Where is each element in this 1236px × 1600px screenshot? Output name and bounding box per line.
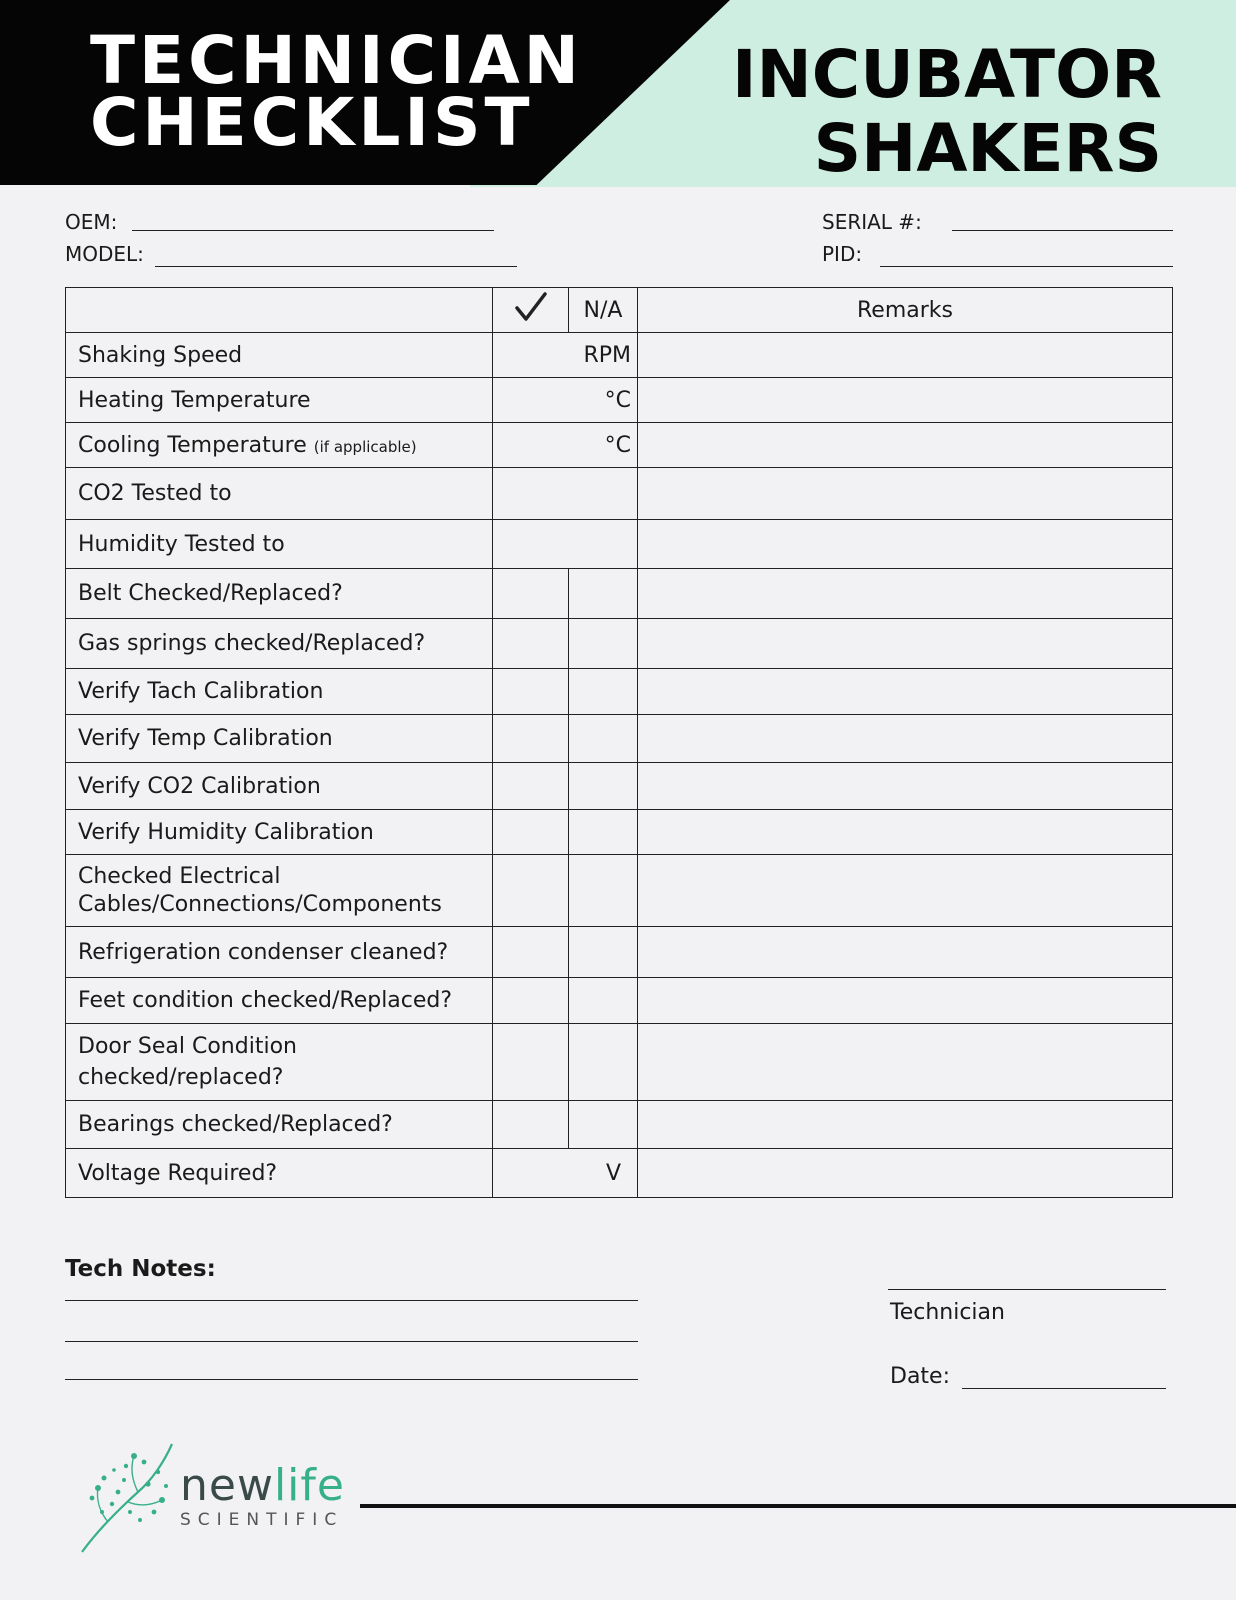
table-row bbox=[66, 763, 1173, 810]
serial-field[interactable] bbox=[952, 230, 1173, 231]
notes-line-3[interactable] bbox=[65, 1379, 638, 1380]
remarks-field[interactable] bbox=[638, 927, 1173, 978]
equipment-title bbox=[732, 38, 1162, 186]
remarks-field[interactable] bbox=[638, 378, 1173, 423]
na-box[interactable] bbox=[569, 763, 638, 810]
leaf-logo-icon bbox=[78, 1440, 178, 1555]
na-box[interactable] bbox=[569, 619, 638, 669]
row-label: Voltage Required? bbox=[66, 1149, 493, 1198]
row-label-cell bbox=[66, 855, 493, 927]
na-box[interactable] bbox=[569, 927, 638, 978]
date-label: Date: bbox=[890, 1364, 950, 1389]
checklist-title bbox=[90, 22, 583, 161]
unit-label: V bbox=[605, 1160, 621, 1186]
check-box[interactable] bbox=[493, 763, 569, 810]
logo-subtitle: SCIENTIFIC bbox=[180, 1510, 344, 1530]
check-box[interactable] bbox=[493, 569, 569, 619]
header-item-cell bbox=[66, 288, 493, 333]
unit-label: RPM bbox=[583, 342, 631, 368]
technician-label: Technician bbox=[890, 1300, 1005, 1325]
footer-rule bbox=[360, 1504, 1236, 1508]
checkmark-icon bbox=[514, 291, 548, 323]
header-remarks: Remarks bbox=[638, 288, 1173, 333]
table-row bbox=[66, 520, 1173, 569]
remarks-field[interactable] bbox=[638, 978, 1173, 1024]
remarks-field[interactable] bbox=[638, 715, 1173, 763]
equipment-line-1: INCUBATOR bbox=[731, 36, 1162, 113]
remarks-field[interactable] bbox=[638, 855, 1173, 927]
row-label-cell bbox=[66, 1024, 493, 1101]
row-label: Cooling Temperature bbox=[78, 432, 307, 458]
table-row bbox=[66, 978, 1173, 1024]
table-row bbox=[66, 378, 1173, 423]
model-label: MODEL: bbox=[65, 242, 144, 266]
remarks-field[interactable] bbox=[638, 1101, 1173, 1149]
unit-label: °C bbox=[604, 387, 631, 413]
header-na: N/A bbox=[569, 288, 638, 333]
row-sublabel: (if applicable) bbox=[313, 437, 417, 456]
row-label: Checked Electrical bbox=[78, 863, 281, 889]
table-row bbox=[66, 423, 1173, 468]
header-check-cell bbox=[493, 288, 569, 333]
logo-wordmark bbox=[180, 1460, 345, 1511]
row-label: Verify Tach Calibration bbox=[66, 669, 493, 715]
check-box[interactable] bbox=[493, 669, 569, 715]
value-field[interactable] bbox=[493, 520, 638, 569]
row-label-cell bbox=[66, 423, 493, 468]
company-logo bbox=[180, 1460, 345, 1530]
table-row bbox=[66, 715, 1173, 763]
remarks-field[interactable] bbox=[638, 333, 1173, 378]
na-box[interactable] bbox=[569, 1101, 638, 1149]
value-field[interactable] bbox=[493, 1149, 638, 1198]
table-row bbox=[66, 1024, 1173, 1101]
check-box[interactable] bbox=[493, 855, 569, 927]
pid-field[interactable] bbox=[880, 266, 1173, 267]
na-box[interactable] bbox=[569, 978, 638, 1024]
remarks-field[interactable] bbox=[638, 569, 1173, 619]
value-field[interactable] bbox=[493, 423, 638, 468]
table-row bbox=[66, 855, 1173, 927]
date-field[interactable] bbox=[962, 1388, 1166, 1389]
row-label: CO2 Tested to bbox=[66, 468, 493, 520]
row-label: Door Seal Condition bbox=[78, 1034, 297, 1059]
table-row bbox=[66, 1101, 1173, 1149]
remarks-field[interactable] bbox=[638, 810, 1173, 855]
unit-label: °C bbox=[604, 432, 631, 458]
row-label: Heating Temperature bbox=[66, 378, 493, 423]
na-box[interactable] bbox=[569, 810, 638, 855]
table-row bbox=[66, 619, 1173, 669]
value-field[interactable] bbox=[493, 333, 638, 378]
row-label-line2: Cables/Connections/Components bbox=[78, 891, 442, 917]
table-row bbox=[66, 1149, 1173, 1198]
row-label: Gas springs checked/Replaced? bbox=[66, 619, 493, 669]
title-line-1: TECHNICIAN bbox=[90, 22, 583, 99]
remarks-field[interactable] bbox=[638, 1024, 1173, 1101]
logo-word-life: life bbox=[273, 1460, 345, 1511]
value-field[interactable] bbox=[493, 378, 638, 423]
logo-word-new: new bbox=[180, 1460, 274, 1511]
row-label-line2: checked/replaced? bbox=[78, 1065, 284, 1090]
serial-label: SERIAL #: bbox=[822, 210, 922, 234]
check-box[interactable] bbox=[493, 927, 569, 978]
check-box[interactable] bbox=[493, 715, 569, 763]
na-box[interactable] bbox=[569, 715, 638, 763]
remarks-field[interactable] bbox=[638, 763, 1173, 810]
technician-signature-line[interactable] bbox=[888, 1289, 1166, 1290]
remarks-field[interactable] bbox=[638, 468, 1173, 520]
remarks-field[interactable] bbox=[638, 1149, 1173, 1198]
table-row bbox=[66, 669, 1173, 715]
table-row bbox=[66, 810, 1173, 855]
na-box[interactable] bbox=[569, 669, 638, 715]
table-row bbox=[66, 569, 1173, 619]
equipment-line-2: SHAKERS bbox=[813, 110, 1162, 187]
oem-label: OEM: bbox=[65, 210, 118, 234]
value-field[interactable] bbox=[493, 468, 638, 520]
row-label: Verify CO2 Calibration bbox=[66, 763, 493, 810]
row-label: Bearings checked/Replaced? bbox=[66, 1101, 493, 1149]
row-label: Belt Checked/Replaced? bbox=[66, 569, 493, 619]
na-box[interactable] bbox=[569, 855, 638, 927]
notes-line-1[interactable] bbox=[65, 1300, 638, 1301]
check-box[interactable] bbox=[493, 978, 569, 1024]
oem-field[interactable] bbox=[132, 230, 494, 231]
tech-notes-title: Tech Notes: bbox=[65, 1256, 216, 1282]
remarks-field[interactable] bbox=[638, 520, 1173, 569]
table-row bbox=[66, 333, 1173, 378]
title-line-2: CHECKLIST bbox=[90, 84, 534, 161]
check-box[interactable] bbox=[493, 1101, 569, 1149]
row-label: Shaking Speed bbox=[66, 333, 493, 378]
row-label: Verify Temp Calibration bbox=[66, 715, 493, 763]
notes-line-2[interactable] bbox=[65, 1341, 638, 1342]
table-header-row bbox=[66, 288, 1173, 333]
na-box[interactable] bbox=[569, 569, 638, 619]
check-box[interactable] bbox=[493, 619, 569, 669]
row-label: Verify Humidity Calibration bbox=[66, 810, 493, 855]
remarks-field[interactable] bbox=[638, 423, 1173, 468]
table-row bbox=[66, 927, 1173, 978]
remarks-field[interactable] bbox=[638, 619, 1173, 669]
row-label: Feet condition checked/Replaced? bbox=[66, 978, 493, 1024]
remarks-field[interactable] bbox=[638, 669, 1173, 715]
model-field[interactable] bbox=[155, 266, 517, 267]
row-label: Refrigeration condenser cleaned? bbox=[66, 927, 493, 978]
pid-label: PID: bbox=[822, 242, 863, 266]
row-label: Humidity Tested to bbox=[66, 520, 493, 569]
check-box[interactable] bbox=[493, 810, 569, 855]
na-box[interactable] bbox=[569, 1024, 638, 1101]
checklist-table bbox=[65, 287, 1173, 1198]
check-box[interactable] bbox=[493, 1024, 569, 1101]
table-row bbox=[66, 468, 1173, 520]
